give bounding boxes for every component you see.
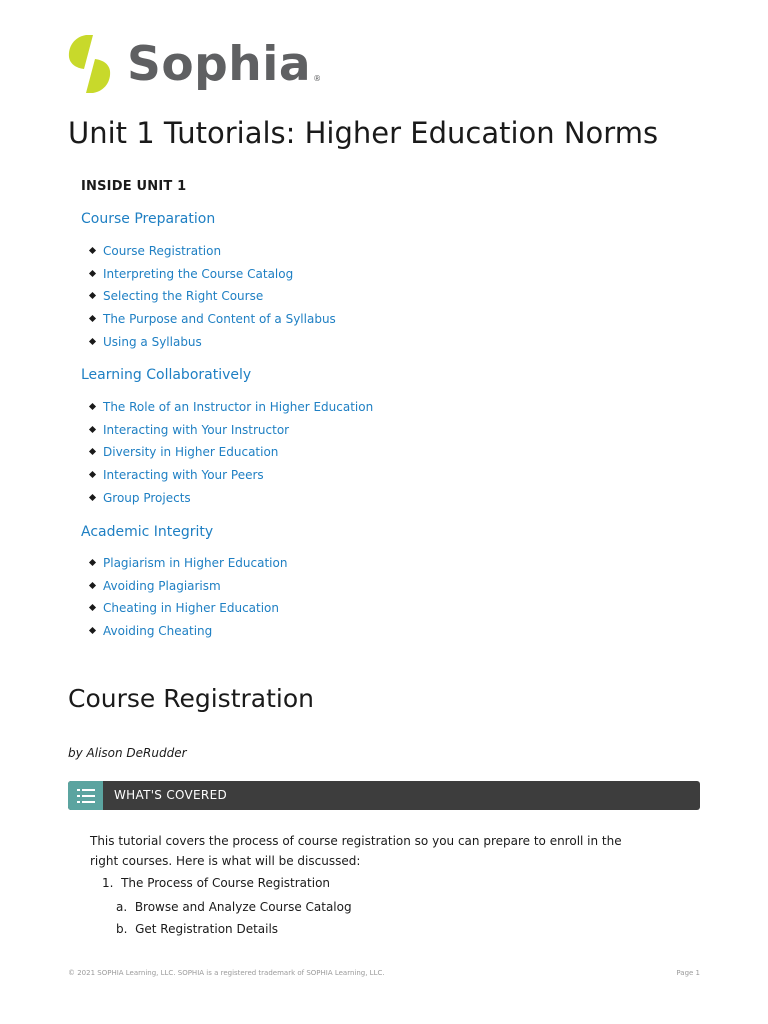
outline-item-1: 1. The Process of Course Registration	[102, 876, 331, 890]
footer-page-number: Page 1	[676, 969, 700, 977]
bullet-diamond-icon	[89, 247, 96, 254]
bullet-diamond-icon	[89, 448, 96, 455]
bullet-diamond-icon	[89, 559, 96, 566]
toc-item[interactable]: Avoiding Plagiarism	[90, 575, 287, 598]
tutorial-title: Course Registration	[68, 684, 314, 713]
registered-mark: ®	[313, 74, 322, 83]
toc-section-course-preparation[interactable]: Course Preparation	[81, 211, 216, 227]
outline-item-1a: a. Browse and Analyze Course Catalog	[116, 900, 352, 914]
footer-copyright: © 2021 SOPHIA Learning, LLC. SOPHIA is a registered trademark of SOPHIA Learning, LLC.	[68, 969, 385, 977]
sophia-s-mark-icon	[66, 33, 113, 95]
toc-item[interactable]: Group Projects	[90, 487, 373, 510]
list-icon	[68, 781, 103, 810]
bullet-diamond-icon	[89, 604, 96, 611]
bullet-diamond-icon	[89, 471, 96, 478]
bullet-diamond-icon	[89, 494, 96, 501]
toc-item[interactable]: Interacting with Your Instructor	[90, 419, 373, 442]
toc-item[interactable]: Using a Syllabus	[90, 331, 336, 354]
toc-item[interactable]: The Purpose and Content of a Syllabus	[90, 308, 336, 331]
sophia-logo	[66, 33, 336, 95]
toc-section-academic-integrity[interactable]: Academic Integrity	[81, 524, 214, 540]
bullet-diamond-icon	[89, 627, 96, 634]
logo-wordmark: Sophia	[127, 36, 312, 92]
toc-item[interactable]: Course Registration	[90, 240, 336, 263]
toc-item[interactable]: Cheating in Higher Education	[90, 597, 287, 620]
bullet-diamond-icon	[89, 315, 96, 322]
toc-section-learning-collaboratively[interactable]: Learning Collaboratively	[81, 367, 252, 383]
bullet-diamond-icon	[89, 582, 96, 589]
toc-item[interactable]: Selecting the Right Course	[90, 285, 336, 308]
author-byline: by Alison DeRudder	[68, 746, 187, 760]
inside-unit-heading: INSIDE UNIT 1	[81, 179, 187, 194]
toc-list-learning-collaboratively	[90, 396, 373, 509]
toc-item[interactable]: Diversity in Higher Education	[90, 441, 373, 464]
toc-item[interactable]: Interacting with Your Peers	[90, 464, 373, 487]
bullet-diamond-icon	[89, 338, 96, 345]
bullet-diamond-icon	[89, 270, 96, 277]
whats-covered-label: WHAT'S COVERED	[114, 788, 227, 802]
outline-item-1b: b. Get Registration Details	[116, 922, 279, 936]
bullet-diamond-icon	[89, 403, 96, 410]
toc-item[interactable]: The Role of an Instructor in Higher Education	[90, 396, 373, 419]
toc-item[interactable]: Interpreting the Course Catalog	[90, 263, 336, 286]
tutorial-intro: This tutorial covers the process of course registration so you can prepare to enroll in the right courses. Here is what will be discussed:	[90, 834, 622, 868]
toc-list-academic-integrity	[90, 552, 287, 643]
toc-item[interactable]: Avoiding Cheating	[90, 620, 287, 643]
bullet-diamond-icon	[89, 426, 96, 433]
unit-title: Unit 1 Tutorials: Higher Education Norms	[68, 116, 659, 150]
toc-item[interactable]: Plagiarism in Higher Education	[90, 552, 287, 575]
whats-covered-bar	[68, 781, 700, 810]
toc-list-course-preparation	[90, 240, 336, 353]
bullet-diamond-icon	[89, 292, 96, 299]
